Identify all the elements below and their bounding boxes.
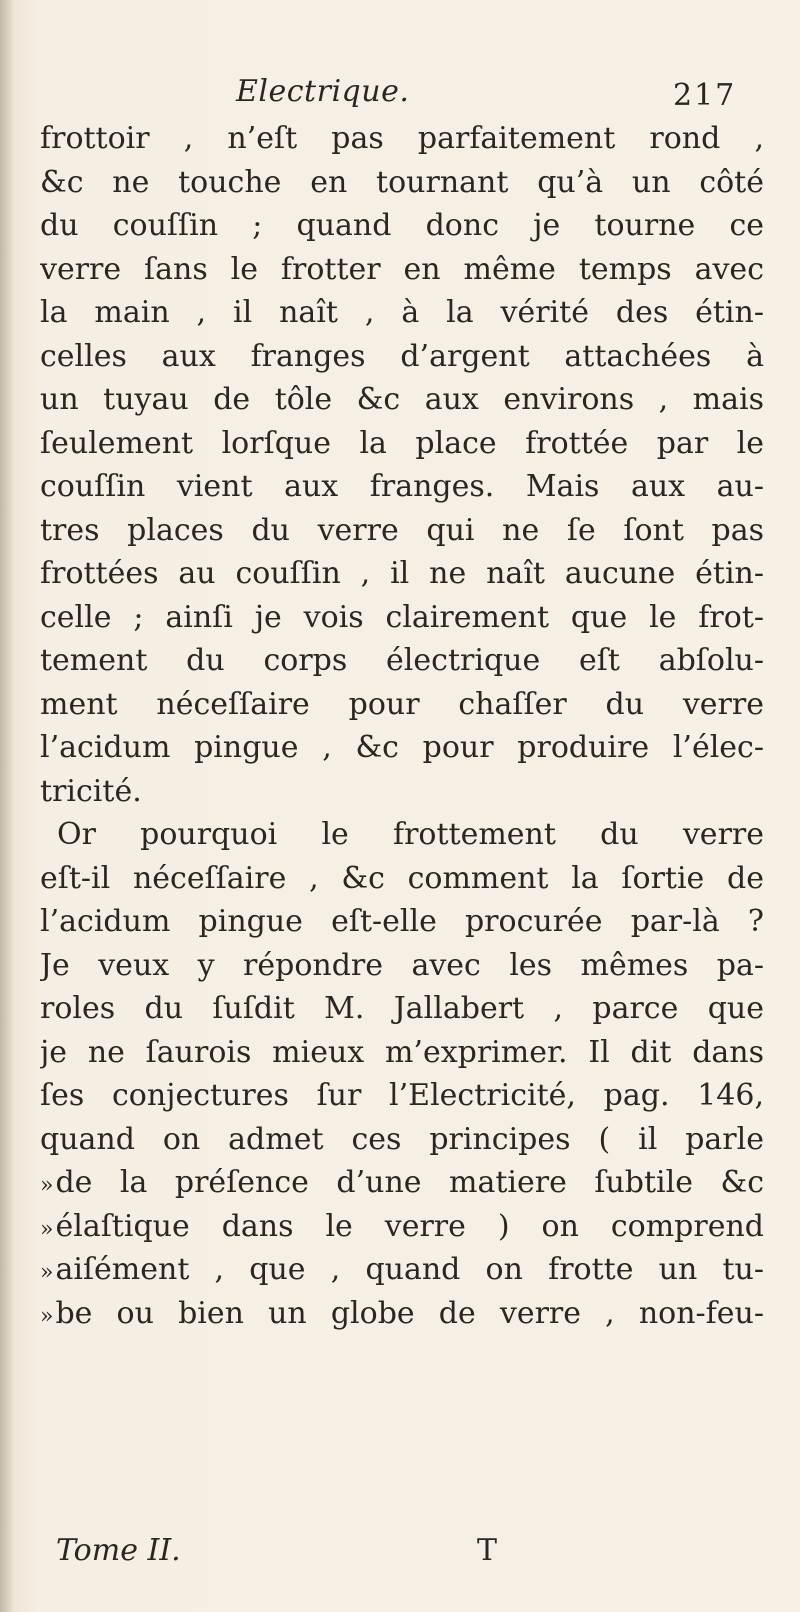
text-line: celle ; ainſi je vois clairement que le frot- xyxy=(40,599,764,635)
quoted-line: » be ou bien un globe de verre , non-feu- xyxy=(40,1292,764,1336)
binding-shadow xyxy=(0,0,14,1612)
text-line: &c ne touche en tournant qu’à un côté xyxy=(40,164,764,200)
quoted-line: » élaſtique dans le verre ) on comprend xyxy=(40,1205,764,1249)
page-header xyxy=(236,74,756,118)
text-line: eſt-il néceſſaire , &c comment la ſortie de xyxy=(40,860,764,896)
text-line: ment néceſſaire pour chaſſer du verre xyxy=(40,686,764,722)
quoted-line: » aiſément , que , quand on frotte un tu- xyxy=(40,1248,764,1292)
text-line: couſſin vient aux franges. Mais aux au- xyxy=(40,469,764,504)
body-text xyxy=(40,117,764,1335)
text-line: tement du corps électrique eſt abſolu- xyxy=(40,643,764,678)
page-number: 217 xyxy=(673,78,737,113)
running-title: Electrique. xyxy=(236,74,410,109)
text-line: je ne ſaurois mieux m’exprimer. Il dit dans xyxy=(40,1034,764,1070)
page-footer xyxy=(56,1533,556,1575)
signature-mark: T xyxy=(477,1533,498,1568)
text-line: ſeulement lorſque la place frottée par le xyxy=(40,425,764,461)
text-line: la main , il naît , à la vérité des étin- xyxy=(40,295,764,330)
text-line: roles du ſuſdit M. Jallabert , parce que xyxy=(40,991,764,1026)
text-line: frottées au couſſin , il ne naît aucune étin- xyxy=(40,556,764,591)
text-line: verre ſans le frotter en même temps avec xyxy=(40,251,764,287)
quoted-line: » de la préſence d’une matiere ſubtile &c xyxy=(40,1161,764,1205)
text-line: ſes conjectures ſur l’Electricité, pag. 146, xyxy=(40,1078,764,1113)
text-line: celles aux franges d’argent attachées à xyxy=(40,338,764,374)
text-line: tres places du verre qui ne ſe ſont pas xyxy=(40,512,764,548)
text-line: quand on admet ces principes ( il parle xyxy=(40,1121,764,1157)
paragraph-start-line: Or pourquoi le frottement du verre xyxy=(57,817,764,852)
text-line: l’acidum pingue , &c pour produire l’élec- xyxy=(40,730,764,765)
text-line: l’acidum pingue eſt-elle procurée par-là ? xyxy=(40,904,764,939)
volume-label: Tome II. xyxy=(56,1533,181,1568)
text-line: frottoir , n’eſt pas parfaitement rond , xyxy=(40,121,764,156)
text-line: un tuyau de tôle &c aux environs , mais xyxy=(40,382,764,417)
text-line: tricité. xyxy=(40,773,142,809)
text-line: Je veux y répondre avec les mêmes pa- xyxy=(40,947,764,983)
text-line: du couſſin ; quand donc je tourne ce xyxy=(40,208,764,243)
